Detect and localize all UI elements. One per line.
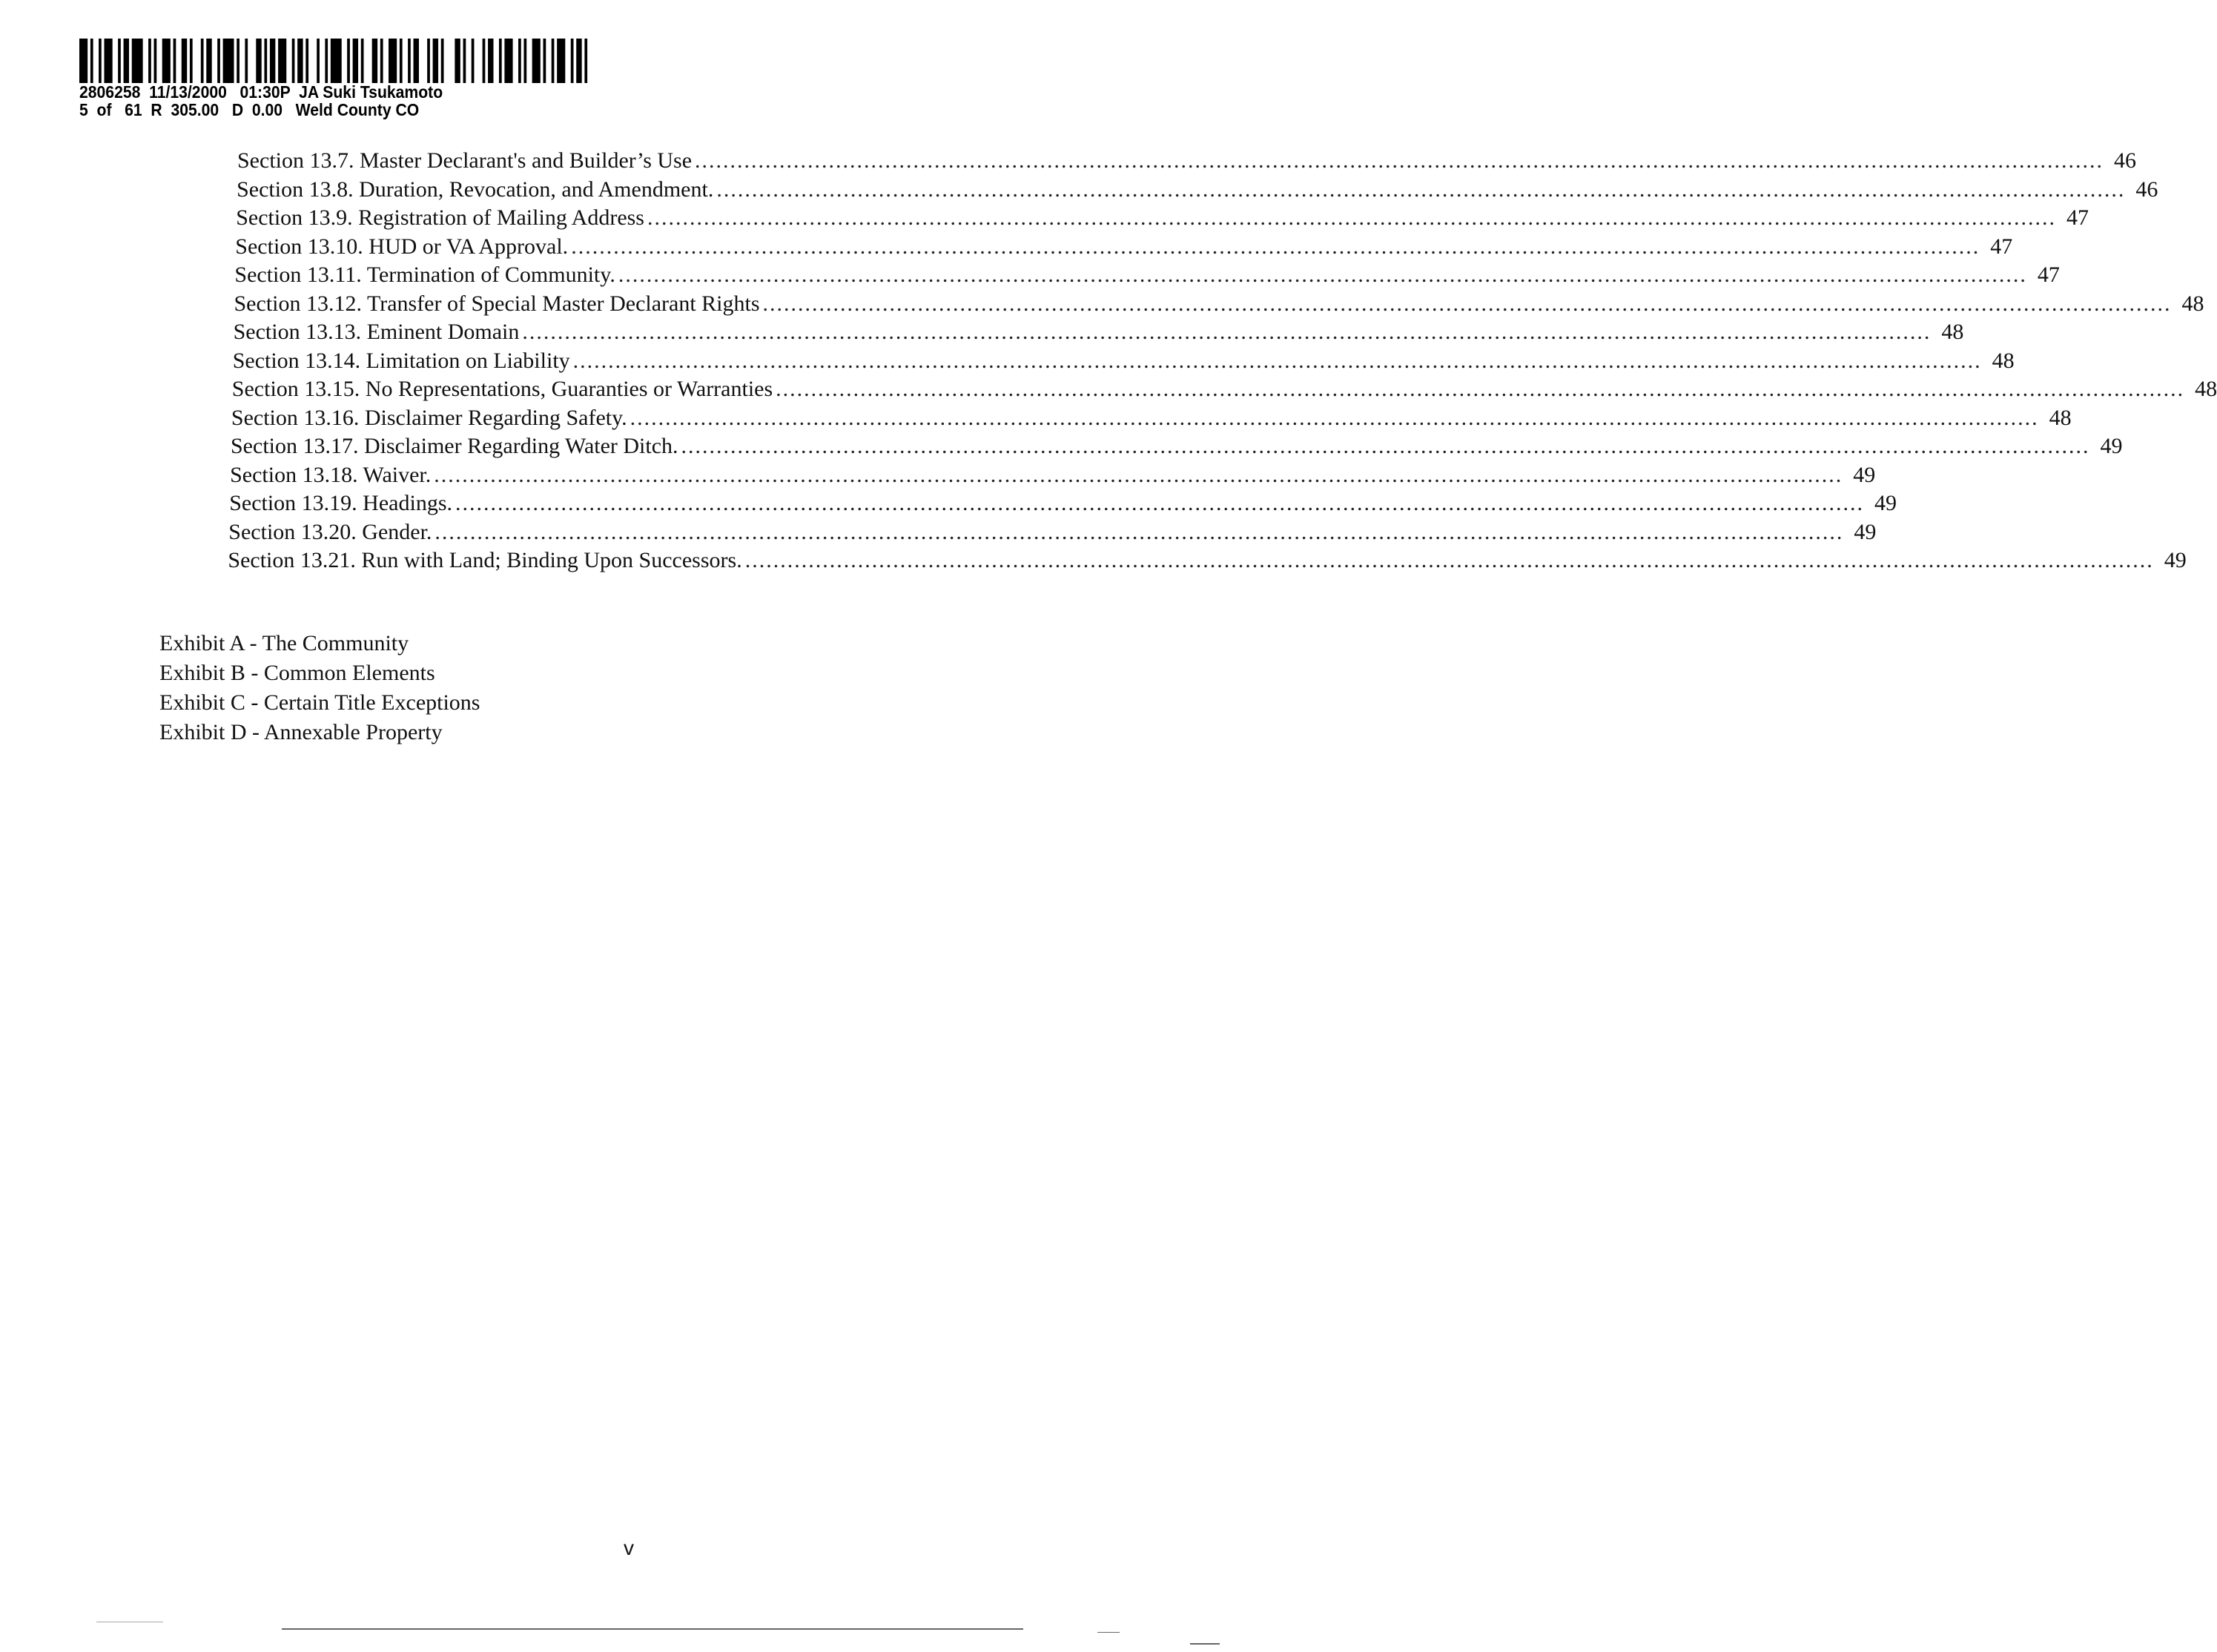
- toc-entry-page: 48: [2195, 377, 2217, 401]
- barcode-bar: [190, 39, 193, 83]
- toc-entry-label: Section 13.11. Termination of Community.: [234, 262, 615, 287]
- dot-leader: ........................................................................................................................................................................................................: [572, 348, 1982, 373]
- toc-entry: [231, 405, 2072, 435]
- toc-entry-page: 49: [1853, 462, 1876, 487]
- barcode-bar: [331, 39, 342, 83]
- barcode-bar: [245, 39, 248, 83]
- barcode-bar: [427, 39, 430, 83]
- barcode-bar: [132, 39, 143, 83]
- barcode-bar: [518, 39, 521, 83]
- barcode-bar: [317, 39, 320, 83]
- exhibit-item: Exhibit A - The Community: [159, 631, 409, 655]
- recording-stamp: [79, 39, 598, 119]
- barcode-bar: [504, 39, 512, 83]
- toc-entry-label: Section 13.16. Disclaimer Regarding Safety.: [231, 405, 627, 430]
- barcode-bar: [256, 39, 261, 83]
- barcode-bar: [433, 39, 438, 83]
- barcode-bar: [270, 39, 275, 83]
- barcode-bar: [372, 39, 377, 83]
- toc-entry-label: Section 13.19. Headings.: [229, 491, 452, 515]
- toc-entry: [232, 348, 2015, 377]
- toc-entry-page: 48: [1941, 320, 1964, 344]
- exhibit-item: Exhibit D - Annexable Property: [159, 720, 443, 744]
- barcode-bar: [278, 39, 286, 83]
- toc-entry: [237, 148, 2137, 177]
- toc-entry-page: 47: [2037, 262, 2060, 287]
- barcode-bar: [99, 39, 102, 83]
- page-number: v: [624, 1536, 634, 1559]
- barcode-bar: [455, 39, 460, 83]
- scan-artifact-line: [282, 1628, 1023, 1630]
- toc-entry: [228, 519, 1877, 549]
- scan-artifact-line: [1190, 1643, 1220, 1645]
- recording-stamp-line-2: 5 of 61 R 305.00 D 0.00 Weld County CO: [79, 100, 420, 119]
- dot-leader: ........................................................................................................................................................................................................: [762, 291, 2172, 316]
- dot-leader: ........................................................................................................................................................................................................: [618, 262, 2027, 287]
- barcode-bar: [105, 39, 113, 83]
- toc-entry: [237, 176, 2158, 206]
- toc-entry-page: 49: [2164, 548, 2187, 572]
- dot-leader: ........................................................................................................................................................................................................: [695, 148, 2104, 173]
- toc-entry: [231, 434, 2123, 463]
- toc-entry-label: Section 13.7. Master Declarant's and Builder’s Use: [237, 148, 693, 173]
- barcode-bar: [237, 39, 239, 83]
- barcode-bar: [325, 39, 328, 83]
- toc-entry-label: Section 13.10. HUD or VA Approval.: [235, 234, 569, 259]
- dot-leader: ........................................................................................................................................................................................................: [571, 234, 1980, 259]
- barcode-bar: [217, 39, 220, 83]
- dot-leader: ........................................................................................................................................................................................................: [776, 377, 2185, 401]
- toc-entry-page: 46: [2114, 148, 2137, 173]
- toc-entry-label: Section 13.9. Registration of Mailing Address: [236, 205, 644, 230]
- exhibit-item: Exhibit C - Certain Title Exceptions: [159, 690, 480, 715]
- barcode-bar: [162, 39, 171, 83]
- toc-entry-page: 47: [2066, 205, 2089, 230]
- toc-entry: [228, 548, 2187, 577]
- exhibit-item: Exhibit B - Common Elements: [159, 661, 435, 685]
- toc-entry: [234, 262, 2060, 291]
- barcode-bar: [124, 39, 129, 83]
- dot-leader: ........................................................................................................................................................................................................: [435, 519, 1844, 544]
- barcode-bar: [463, 39, 466, 83]
- toc-entry-page: 48: [2181, 291, 2204, 316]
- toc-entry: [231, 377, 2217, 406]
- barcode-bar: [408, 39, 411, 83]
- barcode-bar: [182, 39, 187, 83]
- dot-leader: ........................................................................................................................................................................................................: [681, 434, 2090, 458]
- barcode-bar: [557, 39, 565, 83]
- toc-entry-label: Section 13.17. Disclaimer Regarding Water Ditch.: [231, 434, 678, 458]
- scan-artifact-line: [1097, 1632, 1120, 1633]
- barcode-bar: [380, 39, 383, 83]
- barcode-bar: [488, 39, 493, 83]
- barcode-bar: [174, 39, 176, 83]
- barcode-bar: [305, 39, 308, 83]
- dot-leader: ........................................................................................................................................................................................................: [455, 491, 1864, 515]
- toc-entry-page: 46: [2135, 176, 2158, 202]
- barcode-bar: [148, 39, 151, 83]
- barcode-bar: [414, 39, 419, 83]
- barcode-bar: [576, 39, 581, 83]
- barcode-bar: [79, 39, 87, 83]
- toc-entry-page: 49: [1854, 519, 1877, 544]
- toc-entry-label: Section 13.21. Run with Land; Binding Upon Successors.: [228, 548, 742, 572]
- barcode-bar: [483, 39, 486, 83]
- barcode-bar: [201, 39, 204, 83]
- exhibit-list: [159, 629, 480, 747]
- toc-entry: [236, 205, 2089, 234]
- toc-entry-label: Section 13.13. Eminent Domain: [233, 320, 520, 344]
- dot-leader: ........................................................................................................................................................................................................: [744, 548, 2154, 572]
- toc-entry: [234, 291, 2204, 320]
- toc-entry-label: Section 13.14. Limitation on Liability: [232, 348, 570, 373]
- barcode-bar: [441, 39, 444, 83]
- barcode-bar: [400, 39, 403, 83]
- toc-entry-label: Section 13.18. Waiver.: [230, 462, 432, 487]
- toc-entry-label: Section 13.12. Transfer of Special Master Declarant Rights: [234, 291, 760, 316]
- table-of-contents: [228, 148, 2217, 577]
- dot-leader: ........................................................................................................................................................................................................: [647, 205, 2056, 230]
- barcode-bar: [206, 39, 211, 83]
- toc-entry: [230, 462, 1876, 492]
- toc-entry-label: Section 13.8. Duration, Revocation, and Amendment.: [237, 176, 714, 202]
- barcode-bar: [154, 39, 157, 83]
- barcode-bar: [353, 39, 358, 83]
- barcode-bar: [571, 39, 574, 83]
- barcode-bar: [532, 39, 541, 83]
- recording-stamp-line-1: 2806258 11/13/2000 01:30P JA Suki Tsukamoto: [79, 82, 443, 102]
- toc-entry-page: 49: [1874, 491, 1897, 515]
- barcode-bar: [118, 39, 121, 83]
- toc-entry-label: Section 13.15. No Representations, Guaranties or Warranties: [231, 377, 773, 401]
- toc-entry-page: 48: [1992, 348, 2015, 373]
- toc-entry: [229, 491, 1897, 520]
- dot-leader: ........................................................................................................................................................................................................: [716, 176, 2126, 202]
- toc-entry-page: 48: [2049, 405, 2072, 430]
- barcode-bar: [223, 39, 234, 83]
- barcode: [79, 39, 598, 83]
- barcode-bar: [264, 39, 267, 83]
- barcode-bar: [347, 39, 350, 83]
- barcode-bar: [297, 39, 303, 83]
- barcode-bar: [543, 39, 546, 83]
- barcode-bar: [552, 39, 555, 83]
- toc-entry-page: 47: [1990, 234, 2013, 259]
- barcode-bar: [90, 39, 93, 83]
- barcode-bar: [584, 39, 587, 83]
- barcode-bar: [499, 39, 502, 83]
- barcode-bar: [361, 39, 364, 83]
- dot-leader: ........................................................................................................................................................................................................: [434, 462, 1843, 487]
- barcode-bar: [472, 39, 475, 83]
- toc-entry: [235, 234, 2013, 263]
- dot-leader: ........................................................................................................................................................................................................: [630, 405, 2039, 430]
- dot-leader: ........................................................................................................................................................................................................: [522, 320, 1932, 344]
- barcode-bar: [292, 39, 295, 83]
- toc-entry-label: Section 13.20. Gender.: [228, 519, 432, 544]
- toc-entry-page: 49: [2100, 434, 2123, 458]
- barcode-bar: [389, 39, 397, 83]
- barcode-bar: [523, 39, 526, 83]
- toc-entry: [233, 320, 1964, 348]
